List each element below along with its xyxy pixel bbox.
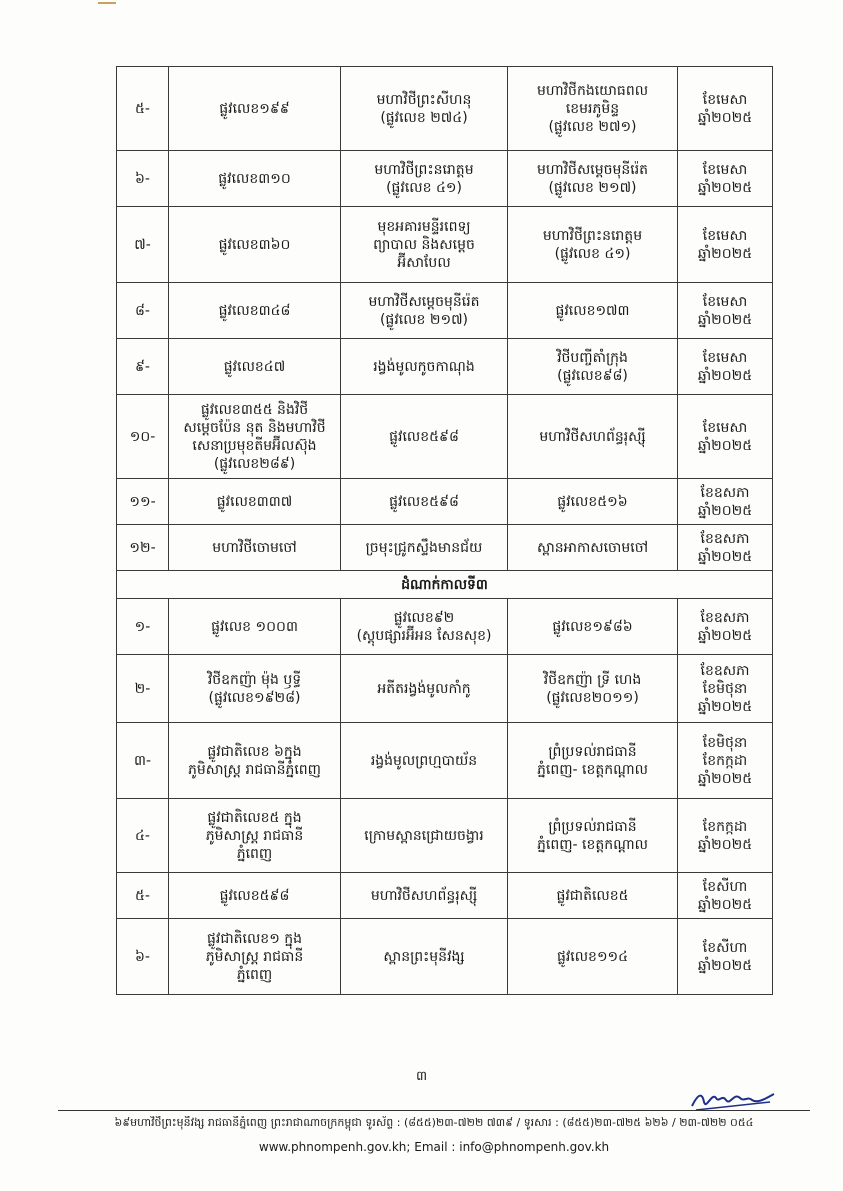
table-row [117, 799, 773, 873]
street-name-cell-line: ភូមិសាស្ត្រ រាជធានី [205, 827, 304, 844]
end-point-cell-line: ភ្នំពេញ- ខេត្តកណ្តាល [536, 761, 648, 778]
schedule-period-cell-line: ខែឧសភា [700, 609, 750, 626]
schedule-period-cell-line: ខែមិថុនា [702, 680, 748, 697]
schedule-period-cell [678, 339, 773, 395]
end-point-cell-line: មហាវិថីសម្តេចមុនីរ៉េត [536, 161, 649, 178]
street-name-cell-line: ភ្នំពេញ [236, 966, 273, 983]
street-name-cell-line: ផ្លូវលេខ៣៥៥ និងវិថី [200, 401, 309, 418]
start-point-cell-line: អតីតរង្វង់មូលកាំកូ [377, 680, 471, 697]
schedule-period-cell-line: ខែកក្កដា [702, 752, 748, 769]
end-point-cell [508, 151, 678, 207]
start-point-cell-line: ផ្លូវលេខ៥៩៨ [389, 428, 459, 445]
start-point-cell [341, 599, 508, 655]
street-name-cell-line: ផ្លូវជាតិលេខ៥ ក្នុង [207, 809, 302, 826]
start-point-cell [341, 395, 508, 479]
phase-3-heading: ដំណាក់កាលទី៣ [117, 571, 773, 599]
table-row [117, 873, 773, 919]
schedule-period-cell-line: ឆ្នាំ២០២៥ [697, 836, 753, 853]
street-name-cell-line: ផ្លូវលេខ ១០០៣ [211, 618, 298, 635]
start-point-cell-line: មុខអគារមន្ទីរពេទ្យ [377, 218, 471, 235]
schedule-period-cell [678, 919, 773, 995]
row-number: ៥- [117, 67, 169, 151]
start-point-cell-line: (ផ្លូវលេខ ២៧៤) [380, 109, 468, 126]
footer-address: ៦៩មហាវិថីព្រះមុនីវង្ស រាជធានីភ្នំពេញ ព្រះរាជាណាចក្រកម្ពុជា ទូរស័ព្ទ : (៨៥៥)២៣-៧២២ ៧៣៩ / ទូរសារ : (៨៥៥)២៣-៧២៥ ៦២៦ / ២៣-៧២២ ០៥៤ [114, 1116, 754, 1129]
end-point-cell-line: ផ្លូវលេខ១៧៣ [555, 302, 630, 319]
table-row [117, 207, 773, 283]
end-point-cell [508, 339, 678, 395]
schedule-period-cell-line: ឆ្នាំ២០២៥ [697, 957, 753, 974]
start-point-cell [341, 479, 508, 525]
row-number: ៩- [117, 339, 169, 395]
schedule-period-cell-line: ឆ្នាំ២០២៥ [697, 437, 753, 454]
schedule-period-cell [678, 67, 773, 151]
end-point-cell [508, 207, 678, 283]
schedule-period-cell [678, 873, 773, 919]
street-name-cell-line: ផ្លូវលេខ៣៣៧ [216, 493, 293, 510]
row-number: ៦- [117, 151, 169, 207]
start-point-cell [341, 655, 508, 723]
footer-divider [58, 1110, 810, 1111]
schedule-period-cell-line: ខែកក្កដា [702, 818, 748, 835]
table-row [117, 599, 773, 655]
schedule-period-cell-line: ឆ្នាំ២០២៥ [697, 502, 753, 519]
schedule-period-cell-line: ឆ្នាំ២០២៥ [697, 367, 753, 384]
table-row [117, 919, 773, 995]
end-point-cell-line: មហាវិថីសហព័ន្ធរុស្ស៊ី [539, 428, 646, 445]
schedule-period-cell-line: ឆ្នាំ២០២៥ [697, 245, 753, 262]
schedule-period-cell-line: ខែឧសភា [700, 662, 750, 679]
street-name-cell [169, 873, 341, 919]
row-number: ៣- [117, 723, 169, 799]
street-name-cell [169, 799, 341, 873]
start-point-cell-line: (ផ្លូវលេខ ៤១) [386, 179, 462, 196]
start-point-cell-line: ផ្លូវលេខ៥៩៨ [389, 493, 459, 510]
schedule-period-cell-line: ខែមិថុនា [702, 734, 748, 751]
schedule-period-cell [678, 207, 773, 283]
street-name-cell-line: ផ្លូវជាតិលេខ ៦ក្នុង [207, 743, 302, 760]
table-row [117, 525, 773, 571]
start-point-cell [341, 339, 508, 395]
street-name-cell-line: វិថីឧកញ៉ា ម៉ុង ឫទ្ធី [207, 671, 302, 688]
street-name-cell-line: ភ្នំពេញ [236, 845, 273, 862]
phase-header-row [117, 571, 773, 599]
end-point-cell-line: មហាវិថីព្រះនរោត្តម [542, 227, 643, 244]
end-point-cell [508, 395, 678, 479]
start-point-cell-line: (ផ្លូវលេខ ២១៧) [379, 311, 469, 328]
row-number: ១- [117, 599, 169, 655]
table-row [117, 655, 773, 723]
street-name-cell [169, 283, 341, 339]
street-name-cell-line: ផ្លូវលេខ១៩៩ [219, 100, 290, 117]
table-row [117, 479, 773, 525]
start-point-cell [341, 873, 508, 919]
start-point-cell-line: ផ្លូវលេខ៩២ [393, 609, 455, 626]
row-number: ៨- [117, 283, 169, 339]
end-point-cell [508, 723, 678, 799]
start-point-cell [341, 919, 508, 995]
end-point-cell-line: ភ្នំពេញ- ខេត្តកណ្តាល [536, 836, 648, 853]
schedule-table [116, 66, 773, 995]
start-point-cell-line: រង្វង់មូលព្រហ្មបាយ័ន [370, 752, 478, 769]
end-point-cell [508, 599, 678, 655]
start-point-cell [341, 67, 508, 151]
end-point-cell [508, 479, 678, 525]
schedule-period-cell-line: ខែមេសា [702, 419, 748, 436]
schedule-period-cell-line: ឆ្នាំ២០២៥ [697, 896, 753, 913]
street-name-cell-line: (ផ្លូវលេខ១៩២៨) [208, 689, 301, 706]
schedule-period-cell-line: ខែមេសា [702, 349, 748, 366]
schedule-table-body [117, 67, 773, 995]
street-name-cell [169, 151, 341, 207]
end-point-cell-line: (ផ្លូវលេខ ៤១) [554, 245, 631, 262]
row-number: ៧- [117, 207, 169, 283]
street-name-cell [169, 599, 341, 655]
start-point-cell [341, 207, 508, 283]
street-name-cell [169, 67, 341, 151]
schedule-period-cell-line: ខែសីហា [702, 878, 748, 895]
end-point-cell-line: វិថីបញ្ចីតាំក្រុង [557, 349, 628, 366]
street-name-cell-line: ផ្លូវលេខ៣៦០ [218, 236, 291, 253]
street-name-cell-line: ផ្លូវលេខ៣៤៨ [218, 302, 291, 319]
row-number: ៤- [117, 799, 169, 873]
street-name-cell [169, 525, 341, 571]
start-point-cell [341, 799, 508, 873]
end-point-cell-line: មហាវិថីកងយោធពល [536, 82, 649, 99]
table-row [117, 283, 773, 339]
end-point-cell-line: ផ្លូវលេខ៥១៦ [557, 493, 628, 510]
street-name-cell-line: សេនាប្រមុខតីមអ៊ីលស៊ុង [192, 437, 317, 454]
row-number: ១១- [117, 479, 169, 525]
schedule-period-cell-line: ឆ្នាំ២០២៥ [697, 311, 753, 328]
end-point-cell [508, 655, 678, 723]
start-point-cell-line: ស្ពានព្រះមុនីវង្ស [383, 948, 465, 965]
start-point-cell [341, 151, 508, 207]
street-name-cell-line: (ផ្លូវលេខ២៨៩) [213, 455, 296, 472]
schedule-period-cell-line: ខែឧសភា [700, 530, 750, 547]
street-name-cell-line: ផ្លូវលេខ៥៩៨ [219, 887, 290, 904]
schedule-period-cell [678, 395, 773, 479]
end-point-cell [508, 67, 678, 151]
start-point-cell-line: អ៊ីសាបែល [397, 254, 451, 271]
schedule-period-cell-line: ឆ្នាំ២០២៥ [697, 548, 753, 565]
street-name-cell [169, 723, 341, 799]
end-point-cell-line: (ផ្លូវលេខ ២១៧) [548, 179, 637, 196]
street-name-cell-line: ផ្លូវលេខ៤៧ [223, 358, 286, 375]
page-number: ៣ [415, 1069, 428, 1084]
end-point-cell-line: (ផ្លូវលេខ៩៨) [557, 367, 628, 384]
row-number: ២- [117, 655, 169, 723]
street-name-cell-line: ភូមិសាស្ត្រ រាជធានី [205, 948, 304, 965]
schedule-period-cell [678, 723, 773, 799]
schedule-period-cell [678, 799, 773, 873]
start-point-cell-line: មហាវិថីសហព័ន្ធរុស្ស៊ី [370, 887, 478, 904]
schedule-period-cell [678, 283, 773, 339]
schedule-period-cell-line: ខែមេសា [702, 227, 748, 244]
schedule-period-cell-line: ឆ្នាំ២០២៥ [697, 698, 753, 715]
schedule-period-cell-line: ឆ្នាំ២០២៥ [697, 179, 753, 196]
schedule-period-cell-line: ខែមេសា [702, 91, 748, 108]
end-point-cell [508, 525, 678, 571]
schedule-period-cell-line: ខែមេសា [702, 161, 748, 178]
row-number: ១០- [117, 395, 169, 479]
street-name-cell [169, 479, 341, 525]
start-point-cell-line: មហាវិថីព្រះសីហនុ [376, 91, 472, 108]
street-name-cell-line: មហាវិថីចោមចៅ [212, 539, 297, 556]
street-name-cell-line: សម្តេចប៉ែន នុត និងមហាវិថី [183, 419, 326, 436]
start-point-cell-line: ព្យាបាល និងសម្តេច [373, 236, 475, 253]
start-point-cell [341, 283, 508, 339]
street-name-cell-line: ផ្លូវលេខ៣១០ [218, 170, 291, 187]
street-name-cell [169, 207, 341, 283]
top-edge-mark [98, 2, 116, 4]
end-point-cell [508, 919, 678, 995]
end-point-cell-line: ផ្លូវលេខ១៩៨៦ [552, 618, 633, 635]
start-point-cell [341, 525, 508, 571]
row-number: ៦- [117, 919, 169, 995]
schedule-period-cell-line: ឆ្នាំ២០២៥ [697, 109, 753, 126]
table-row [117, 395, 773, 479]
schedule-period-cell-line: ខែសីហា [702, 939, 748, 956]
table-row [117, 151, 773, 207]
schedule-period-cell [678, 655, 773, 723]
start-point-cell-line: រង្វង់មូលកូចកាណុង [373, 358, 475, 375]
end-point-cell [508, 283, 678, 339]
street-name-cell-line: ផ្លូវជាតិលេខ១ ក្នុង [206, 930, 303, 947]
end-point-cell-line: (ផ្លូវលេខ ២៧១) [548, 118, 637, 135]
row-number: ១២- [117, 525, 169, 571]
end-point-cell-line: ព្រំប្រទល់រាជធានី [548, 818, 637, 835]
end-point-cell-line: ផ្លូវជាតិលេខ៥ [556, 887, 629, 904]
row-number: ៥- [117, 873, 169, 919]
table-row [117, 723, 773, 799]
schedule-period-cell-line: ខែមេសា [702, 293, 748, 310]
schedule-period-cell [678, 525, 773, 571]
end-point-cell [508, 873, 678, 919]
schedule-period-cell-line: ឆ្នាំ២០២៥ [697, 627, 753, 644]
start-point-cell-line: មហាវិថីសម្តេចមុនីរ៉េត [368, 293, 480, 310]
street-name-cell [169, 919, 341, 995]
table-row [117, 67, 773, 151]
schedule-period-cell-line: ឆ្នាំ២០២៥ [697, 770, 753, 787]
schedule-period-cell [678, 599, 773, 655]
start-point-cell [341, 723, 508, 799]
end-point-cell [508, 799, 678, 873]
schedule-period-cell [678, 479, 773, 525]
end-point-cell-line: វិថីឧកញ៉ា ទ្រី ហេង [543, 671, 642, 688]
start-point-cell-line: (ស្តុបផ្សារអ៊ីអន សែនសុខ) [356, 627, 492, 644]
street-name-cell [169, 655, 341, 723]
end-point-cell-line: ផ្លូវលេខ១១៤ [556, 948, 629, 965]
end-point-cell-line: ព្រំប្រទល់រាជធានី [548, 743, 637, 760]
street-name-cell [169, 395, 341, 479]
table-row [117, 339, 773, 395]
start-point-cell-line: ច្រមុះជ្រូកស្ទឹងមានជ័យ [365, 539, 483, 556]
start-point-cell-line: ក្រោមស្ពានជ្រោយចង្វារ [364, 827, 484, 844]
schedule-period-cell-line: ខែឧសភា [700, 484, 750, 501]
schedule-period-cell [678, 151, 773, 207]
street-name-cell-line: ភូមិសាស្ត្រ រាជធានីភ្នំពេញ [187, 761, 322, 778]
street-name-cell [169, 339, 341, 395]
end-point-cell-line: ខេមរភូមិន្ទ [565, 100, 620, 117]
end-point-cell-line: ស្ពានអាកាសចោមចៅ [536, 539, 649, 556]
footer-web-email: www.phnompenh.gov.kh; Email : info@phnompenh.gov.kh [258, 1140, 610, 1154]
end-point-cell-line: (ផ្លូវលេខ២០១១) [546, 689, 639, 706]
start-point-cell-line: មហាវិថីព្រះនរោត្តម [374, 161, 474, 178]
